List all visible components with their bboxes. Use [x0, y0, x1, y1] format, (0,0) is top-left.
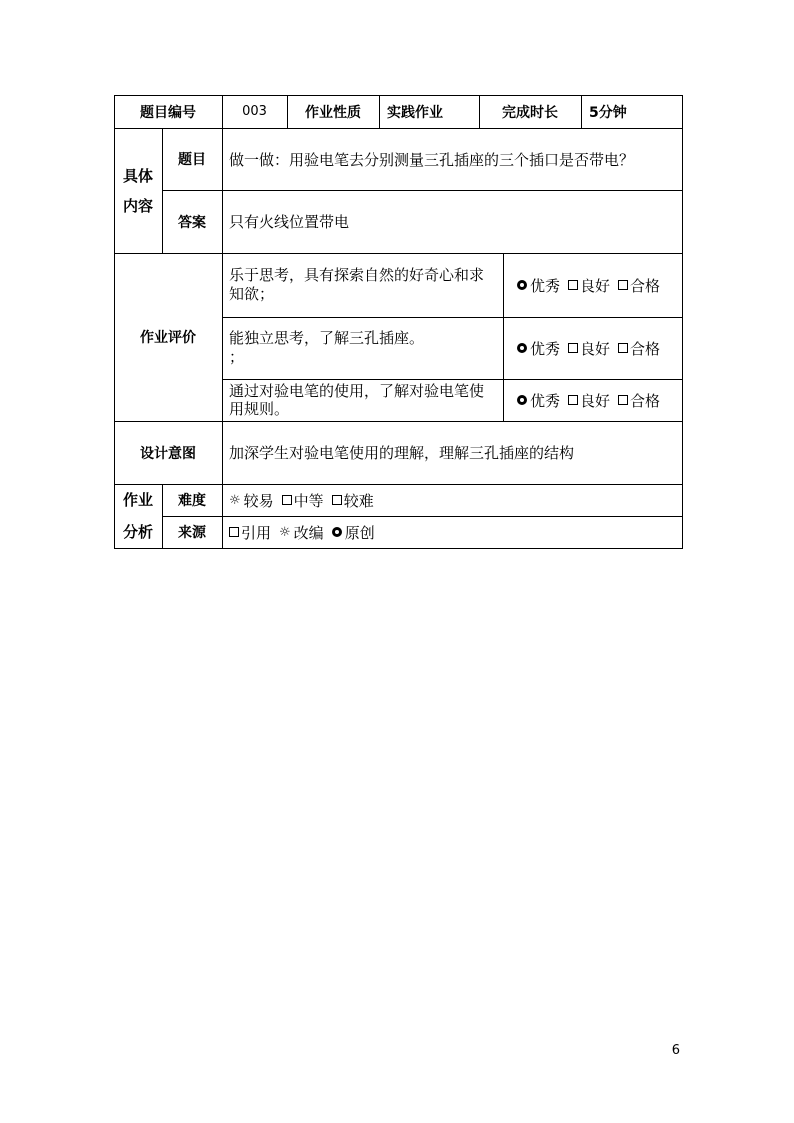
- checkbox-icon: [618, 395, 628, 405]
- content-group-label: [114, 128, 162, 253]
- criterion-line: 能独立思考，了解三孔插座。: [229, 329, 425, 347]
- difficulty-label: 难度: [178, 493, 206, 509]
- sun-bullet-icon: ☼: [279, 524, 291, 540]
- option-label: 引用: [241, 523, 272, 542]
- source-options: [222, 516, 682, 548]
- rating-option-pass[interactable]: [618, 275, 660, 296]
- answer-label: 答案: [178, 214, 206, 231]
- option-label: 优秀: [530, 391, 561, 410]
- difficulty-option-hard[interactable]: [332, 490, 374, 511]
- rating-option-good[interactable]: [568, 338, 610, 359]
- option-label: 合格: [630, 391, 661, 410]
- difficulty-options: [222, 484, 682, 516]
- difficulty-option-medium[interactable]: [282, 490, 324, 511]
- evaluation-criterion: [222, 317, 503, 379]
- option-label: 良好: [580, 276, 611, 295]
- rating-group: [503, 317, 682, 379]
- source-option-adapted[interactable]: [279, 522, 324, 543]
- checkbox-icon: [618, 343, 628, 353]
- source-option-original[interactable]: [332, 522, 375, 543]
- analysis-label-line1: 作业: [122, 491, 153, 509]
- rating-option-excellent[interactable]: [517, 275, 560, 296]
- evaluation-label: 作业评价: [140, 330, 196, 346]
- option-label: 良好: [580, 391, 611, 410]
- checkbox-icon: [568, 280, 578, 290]
- analysis-group-label: [114, 484, 162, 548]
- option-label: 合格: [630, 339, 661, 358]
- checkbox-icon: [229, 527, 239, 537]
- rating-option-excellent[interactable]: [517, 390, 560, 411]
- rating-option-good[interactable]: [568, 390, 610, 411]
- design-label: 设计意图: [140, 445, 196, 462]
- source-option-cited[interactable]: [229, 522, 271, 543]
- page-number: 6: [671, 1042, 680, 1058]
- checkbox-icon: [568, 395, 578, 405]
- evaluation-criterion: [222, 379, 503, 421]
- selected-radio-icon: [517, 280, 527, 290]
- rating-option-pass[interactable]: [618, 390, 660, 411]
- id-value: 003: [242, 104, 267, 119]
- answer-text: 只有火线位置带电: [229, 213, 350, 231]
- criterion-line: 知欲；: [229, 285, 275, 303]
- rating-option-good[interactable]: [568, 275, 610, 296]
- option-label: 良好: [580, 339, 611, 358]
- rating-option-excellent[interactable]: [517, 338, 560, 359]
- criterion-line: 乐于思考，具有探索自然的好奇心和求: [229, 266, 485, 284]
- time-value: 5分钟: [589, 104, 627, 121]
- option-label: 较难: [343, 491, 374, 510]
- design-text: 加深学生对验电笔使用的理解，理解三孔插座的结构: [229, 444, 575, 462]
- source-label: 来源: [178, 525, 206, 541]
- criterion-line: 通过对验电笔的使用，了解对验电笔使: [229, 382, 485, 400]
- type-value: 实践作业: [387, 104, 443, 121]
- evaluation-criterion: [222, 253, 503, 317]
- selected-radio-icon: [517, 395, 527, 405]
- id-label: 题目编号: [140, 104, 196, 121]
- checkbox-icon: [282, 495, 292, 505]
- option-label: 合格: [630, 276, 661, 295]
- selected-radio-icon: [332, 527, 342, 537]
- criterion-line: 用规则。: [229, 400, 290, 418]
- question-text: 做一做：用验电笔去分别测量三孔插座的三个插口是否带电？: [229, 150, 635, 169]
- analysis-label-line2: 分析: [122, 523, 153, 541]
- checkbox-icon: [568, 343, 578, 353]
- content-label-line1: 具体: [122, 166, 153, 185]
- type-label: 作业性质: [305, 104, 361, 121]
- selected-radio-icon: [517, 343, 527, 353]
- sun-bullet-icon: ☼: [229, 492, 241, 508]
- time-label: 完成时长: [502, 104, 558, 121]
- rating-group: [503, 379, 682, 421]
- option-label: 改编: [293, 523, 324, 542]
- criterion-line: ；: [229, 348, 245, 366]
- option-label: 中等: [293, 491, 324, 510]
- checkbox-icon: [332, 495, 342, 505]
- checkbox-icon: [618, 280, 628, 290]
- option-label: 原创: [344, 523, 375, 542]
- difficulty-option-easy[interactable]: [229, 490, 274, 511]
- rating-option-pass[interactable]: [618, 338, 660, 359]
- content-label-line2: 内容: [122, 196, 153, 215]
- option-label: 优秀: [530, 276, 561, 295]
- option-label: 优秀: [530, 339, 561, 358]
- rating-group: [503, 253, 682, 317]
- question-label: 题目: [178, 152, 206, 168]
- option-label: 较易: [243, 491, 274, 510]
